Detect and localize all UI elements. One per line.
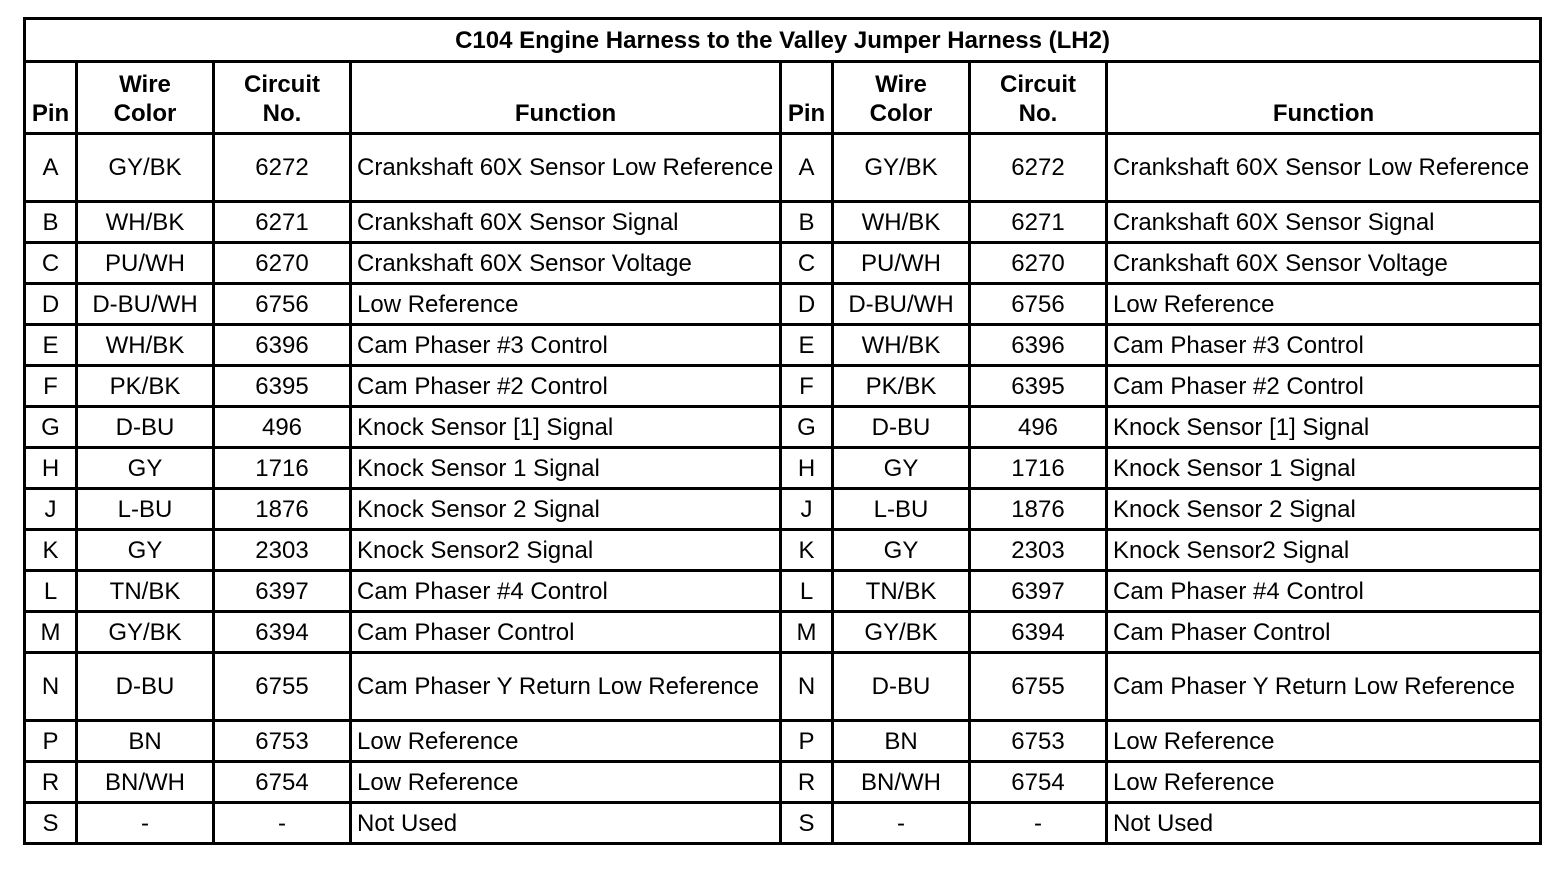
function-cell-right: Low Reference <box>1107 721 1541 762</box>
pin-cell-right: F <box>781 366 833 407</box>
header-wire-color-line1: Wire <box>875 71 927 98</box>
wire-color-cell-left: GY/BK <box>77 612 214 653</box>
function-cell-right: Knock Sensor [1] Signal <box>1107 407 1541 448</box>
function-cell-right: Knock Sensor2 Signal <box>1107 530 1541 571</box>
pin-cell-right: S <box>781 803 833 844</box>
header-circuit-line2: No. <box>1018 100 1058 127</box>
function-cell-left: Crankshaft 60X Sensor Voltage <box>351 243 781 284</box>
function-cell-right: Cam Phaser #2 Control <box>1107 366 1541 407</box>
function-cell-left: Cam Phaser Control <box>351 612 781 653</box>
wire-color-cell-right: PK/BK <box>833 366 970 407</box>
circuit-cell-right: 6756 <box>970 284 1107 325</box>
wire-color-cell-left: WH/BK <box>77 202 214 243</box>
circuit-cell-left: 496 <box>214 407 351 448</box>
function-cell-right: Cam Phaser Y Return Low Reference <box>1107 653 1541 721</box>
pin-cell-left: H <box>25 448 77 489</box>
table-row <box>25 530 1541 571</box>
pin-cell-left: E <box>25 325 77 366</box>
wire-color-cell-left: GY <box>77 530 214 571</box>
pin-cell-right: H <box>781 448 833 489</box>
table-body <box>25 134 1541 844</box>
circuit-cell-left: 6271 <box>214 202 351 243</box>
function-cell-left: Crankshaft 60X Sensor Signal <box>351 202 781 243</box>
function-cell-left: Crankshaft 60X Sensor Low Reference <box>351 134 781 202</box>
circuit-cell-right: 6755 <box>970 653 1107 721</box>
wire-color-cell-right: BN <box>833 721 970 762</box>
circuit-cell-left: 6394 <box>214 612 351 653</box>
table-row <box>25 612 1541 653</box>
wire-color-cell-left: - <box>77 803 214 844</box>
header-wire-color-right <box>833 62 970 134</box>
wire-color-cell-left: GY/BK <box>77 134 214 202</box>
circuit-cell-right: 6397 <box>970 571 1107 612</box>
pin-cell-right: B <box>781 202 833 243</box>
wire-color-cell-left: PK/BK <box>77 366 214 407</box>
wire-color-cell-left: L-BU <box>77 489 214 530</box>
table-row <box>25 325 1541 366</box>
table-row <box>25 571 1541 612</box>
wire-color-cell-left: TN/BK <box>77 571 214 612</box>
wire-color-cell-right: D-BU/WH <box>833 284 970 325</box>
function-cell-right: Low Reference <box>1107 284 1541 325</box>
function-cell-left: Knock Sensor2 Signal <box>351 530 781 571</box>
header-circuit-left <box>214 62 351 134</box>
circuit-cell-right: 6272 <box>970 134 1107 202</box>
circuit-cell-right: - <box>970 803 1107 844</box>
table-title: C104 Engine Harness to the Valley Jumper Harness (LH2) <box>25 19 1541 62</box>
function-cell-left: Cam Phaser Y Return Low Reference <box>351 653 781 721</box>
circuit-cell-left: - <box>214 803 351 844</box>
function-cell-right: Low Reference <box>1107 762 1541 803</box>
wire-color-cell-left: GY <box>77 448 214 489</box>
circuit-cell-right: 1876 <box>970 489 1107 530</box>
pin-cell-left: A <box>25 134 77 202</box>
pin-cell-right: M <box>781 612 833 653</box>
table-row <box>25 762 1541 803</box>
table-row <box>25 448 1541 489</box>
wire-color-cell-left: BN <box>77 721 214 762</box>
function-cell-left: Knock Sensor 1 Signal <box>351 448 781 489</box>
wire-color-cell-left: D-BU <box>77 407 214 448</box>
pin-cell-right: R <box>781 762 833 803</box>
pin-cell-right: L <box>781 571 833 612</box>
header-wire-color-line1: Wire <box>119 71 171 98</box>
header-pin-left: Pin <box>25 62 77 134</box>
table-row <box>25 284 1541 325</box>
function-cell-right: Crankshaft 60X Sensor Signal <box>1107 202 1541 243</box>
pin-cell-right: A <box>781 134 833 202</box>
pin-cell-left: M <box>25 612 77 653</box>
circuit-cell-right: 6270 <box>970 243 1107 284</box>
header-function-left: Function <box>351 62 781 134</box>
function-cell-right: Crankshaft 60X Sensor Voltage <box>1107 243 1541 284</box>
pin-cell-left: J <box>25 489 77 530</box>
pin-cell-left: P <box>25 721 77 762</box>
function-cell-left: Cam Phaser #4 Control <box>351 571 781 612</box>
pin-cell-right: P <box>781 721 833 762</box>
wire-color-cell-right: WH/BK <box>833 325 970 366</box>
wire-color-cell-right: GY/BK <box>833 134 970 202</box>
table-row <box>25 489 1541 530</box>
circuit-cell-left: 1716 <box>214 448 351 489</box>
circuit-cell-left: 6272 <box>214 134 351 202</box>
wire-color-cell-right: GY/BK <box>833 612 970 653</box>
function-cell-left: Knock Sensor [1] Signal <box>351 407 781 448</box>
connector-table-wrapper <box>23 17 1539 845</box>
circuit-cell-left: 6753 <box>214 721 351 762</box>
wire-color-cell-left: BN/WH <box>77 762 214 803</box>
circuit-cell-right: 496 <box>970 407 1107 448</box>
circuit-cell-left: 6755 <box>214 653 351 721</box>
circuit-cell-left: 2303 <box>214 530 351 571</box>
pin-cell-left: L <box>25 571 77 612</box>
wire-color-cell-right: D-BU <box>833 653 970 721</box>
header-circuit-line2: No. <box>262 100 302 127</box>
table-row <box>25 366 1541 407</box>
wire-color-cell-right: PU/WH <box>833 243 970 284</box>
circuit-cell-right: 6396 <box>970 325 1107 366</box>
function-cell-right: Not Used <box>1107 803 1541 844</box>
pin-cell-left: S <box>25 803 77 844</box>
pin-cell-right: C <box>781 243 833 284</box>
circuit-cell-left: 6754 <box>214 762 351 803</box>
wire-color-cell-right: - <box>833 803 970 844</box>
pin-cell-left: B <box>25 202 77 243</box>
wire-color-cell-right: BN/WH <box>833 762 970 803</box>
function-cell-right: Cam Phaser #3 Control <box>1107 325 1541 366</box>
circuit-cell-left: 6397 <box>214 571 351 612</box>
wire-color-cell-right: D-BU <box>833 407 970 448</box>
function-cell-left: Not Used <box>351 803 781 844</box>
function-cell-left: Cam Phaser #3 Control <box>351 325 781 366</box>
circuit-cell-right: 6271 <box>970 202 1107 243</box>
circuit-cell-left: 6756 <box>214 284 351 325</box>
table-row <box>25 407 1541 448</box>
pin-cell-right: J <box>781 489 833 530</box>
header-circuit-line1: Circuit <box>999 71 1076 98</box>
table-row <box>25 202 1541 243</box>
wire-color-cell-right: GY <box>833 530 970 571</box>
wire-color-cell-right: WH/BK <box>833 202 970 243</box>
wire-color-cell-left: D-BU <box>77 653 214 721</box>
pin-cell-right: N <box>781 653 833 721</box>
circuit-cell-right: 6394 <box>970 612 1107 653</box>
wire-color-cell-left: D-BU/WH <box>77 284 214 325</box>
circuit-cell-right: 2303 <box>970 530 1107 571</box>
wire-color-cell-right: TN/BK <box>833 571 970 612</box>
function-cell-right: Crankshaft 60X Sensor Low Reference <box>1107 134 1541 202</box>
table-row <box>25 243 1541 284</box>
pin-cell-left: F <box>25 366 77 407</box>
wire-color-cell-left: WH/BK <box>77 325 214 366</box>
function-cell-right: Cam Phaser Control <box>1107 612 1541 653</box>
circuit-cell-right: 1716 <box>970 448 1107 489</box>
header-wire-color-line2: Color <box>869 100 933 127</box>
pin-cell-left: R <box>25 762 77 803</box>
circuit-cell-right: 6754 <box>970 762 1107 803</box>
function-cell-right: Knock Sensor 1 Signal <box>1107 448 1541 489</box>
pin-cell-left: K <box>25 530 77 571</box>
function-cell-left: Low Reference <box>351 284 781 325</box>
header-wire-color-line2: Color <box>113 100 177 127</box>
circuit-cell-left: 6270 <box>214 243 351 284</box>
header-circuit-line1: Circuit <box>243 71 320 98</box>
header-row <box>25 62 1541 134</box>
pin-cell-right: K <box>781 530 833 571</box>
function-cell-left: Low Reference <box>351 721 781 762</box>
header-function-right: Function <box>1107 62 1541 134</box>
circuit-cell-right: 6753 <box>970 721 1107 762</box>
pin-cell-left: C <box>25 243 77 284</box>
header-wire-color-left <box>77 62 214 134</box>
circuit-cell-left: 1876 <box>214 489 351 530</box>
pin-cell-left: G <box>25 407 77 448</box>
pin-cell-left: N <box>25 653 77 721</box>
table-row <box>25 803 1541 844</box>
pin-cell-right: G <box>781 407 833 448</box>
table-row <box>25 134 1541 202</box>
wire-color-cell-left: PU/WH <box>77 243 214 284</box>
wire-color-cell-right: L-BU <box>833 489 970 530</box>
pin-cell-right: E <box>781 325 833 366</box>
connector-table <box>23 17 1542 845</box>
header-circuit-right <box>970 62 1107 134</box>
function-cell-left: Low Reference <box>351 762 781 803</box>
wire-color-cell-right: GY <box>833 448 970 489</box>
header-pin-right: Pin <box>781 62 833 134</box>
circuit-cell-left: 6396 <box>214 325 351 366</box>
pin-cell-left: D <box>25 284 77 325</box>
circuit-cell-left: 6395 <box>214 366 351 407</box>
pin-cell-right: D <box>781 284 833 325</box>
function-cell-left: Knock Sensor 2 Signal <box>351 489 781 530</box>
table-row <box>25 653 1541 721</box>
function-cell-right: Cam Phaser #4 Control <box>1107 571 1541 612</box>
table-row <box>25 721 1541 762</box>
function-cell-left: Cam Phaser #2 Control <box>351 366 781 407</box>
circuit-cell-right: 6395 <box>970 366 1107 407</box>
function-cell-right: Knock Sensor 2 Signal <box>1107 489 1541 530</box>
